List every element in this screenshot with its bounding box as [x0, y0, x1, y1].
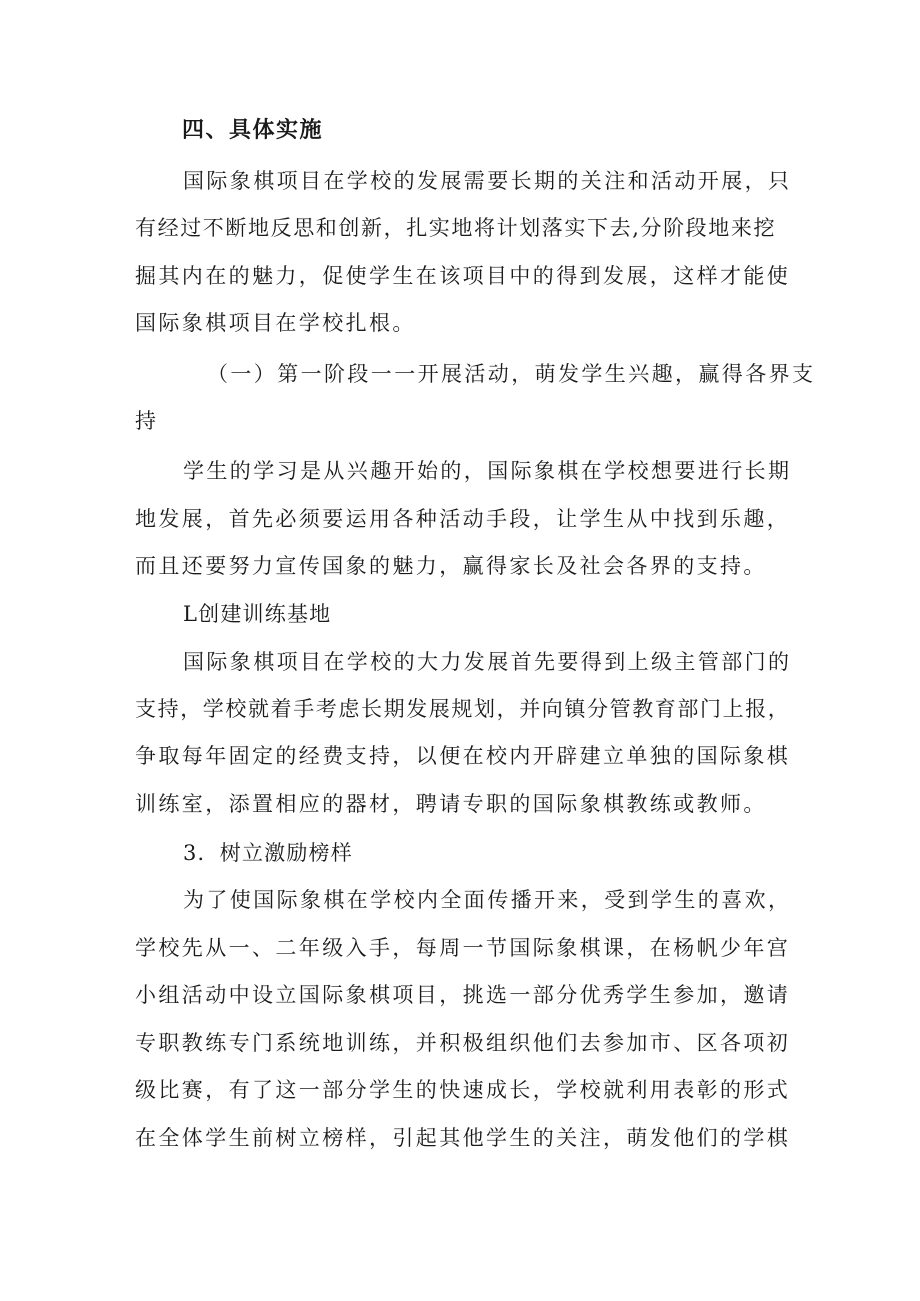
paragraph-line: 学生的学习是从兴趣开始的，国际象棋在学校想要进行长期 — [183, 459, 792, 483]
paragraph-line: 国际象棋项目在学校的大力发展首先要得到上级主管部门的 — [183, 650, 792, 674]
paragraph-line: 国际象棋项目在学校的发展需要长期的关注和活动开展，只 — [183, 169, 792, 193]
paragraph-line: 专职教练专门系统地训练，并积极组织他们去参加市、区各项初 — [135, 1031, 791, 1055]
paragraph-line: 有经过不断地反思和创新，扎实地将计划落实下去,分阶段地来挖 — [135, 216, 777, 240]
paragraph-line: 支持，学校就着手考虑长期发展规划，并向镇分管教育部门上报， — [135, 697, 791, 721]
subheading-line: （一）第一阶段一一开展活动，萌发学生兴趣，赢得各界支 — [207, 362, 816, 386]
paragraph-line: 掘其内在的魅力，促使学生在该项目中的得到发展，这样才能使 — [135, 264, 791, 288]
subheading-line: 持 — [135, 409, 159, 433]
paragraph-line: 争取每年固定的经费支持，以便在校内开辟建立单独的国际象棋 — [135, 744, 791, 768]
item-heading: L创建训练基地 — [183, 602, 332, 626]
paragraph-line: 级比赛，有了这一部分学生的快速成长，学校就利用表彰的形式 — [135, 1078, 791, 1102]
paragraph-line: 而且还要努力宣传国象的魅力，赢得家长及社会各界的支持。 — [135, 554, 767, 578]
section-heading: 四、具体实施 — [182, 118, 324, 143]
paragraph-line: 国际象棋项目在学校扎根。 — [135, 311, 416, 335]
paragraph-line: 在全体学生前树立榜样，引起其他学生的关注，萌发他们的学棋 — [135, 1126, 791, 1150]
paragraph-line: 地发展，首先必须要运用各种活动手段，让学生从中找到乐趣， — [135, 507, 791, 531]
item-heading: 3．树立激励榜样 — [183, 841, 353, 865]
paragraph-line: 学校先从一、二年级入手，每周一节国际象棋课，在杨帆少年宫 — [135, 936, 791, 960]
paragraph-line: 为了使国际象棋在学校内全面传播开来，受到学生的喜欢， — [183, 888, 792, 912]
paragraph-line: 训练室，添置相应的器材，聘请专职的国际象棋教练或教师。 — [135, 792, 767, 816]
paragraph-line: 小组活动中设立国际象棋项目，挑选一部分优秀学生参加，邀请 — [135, 983, 791, 1007]
